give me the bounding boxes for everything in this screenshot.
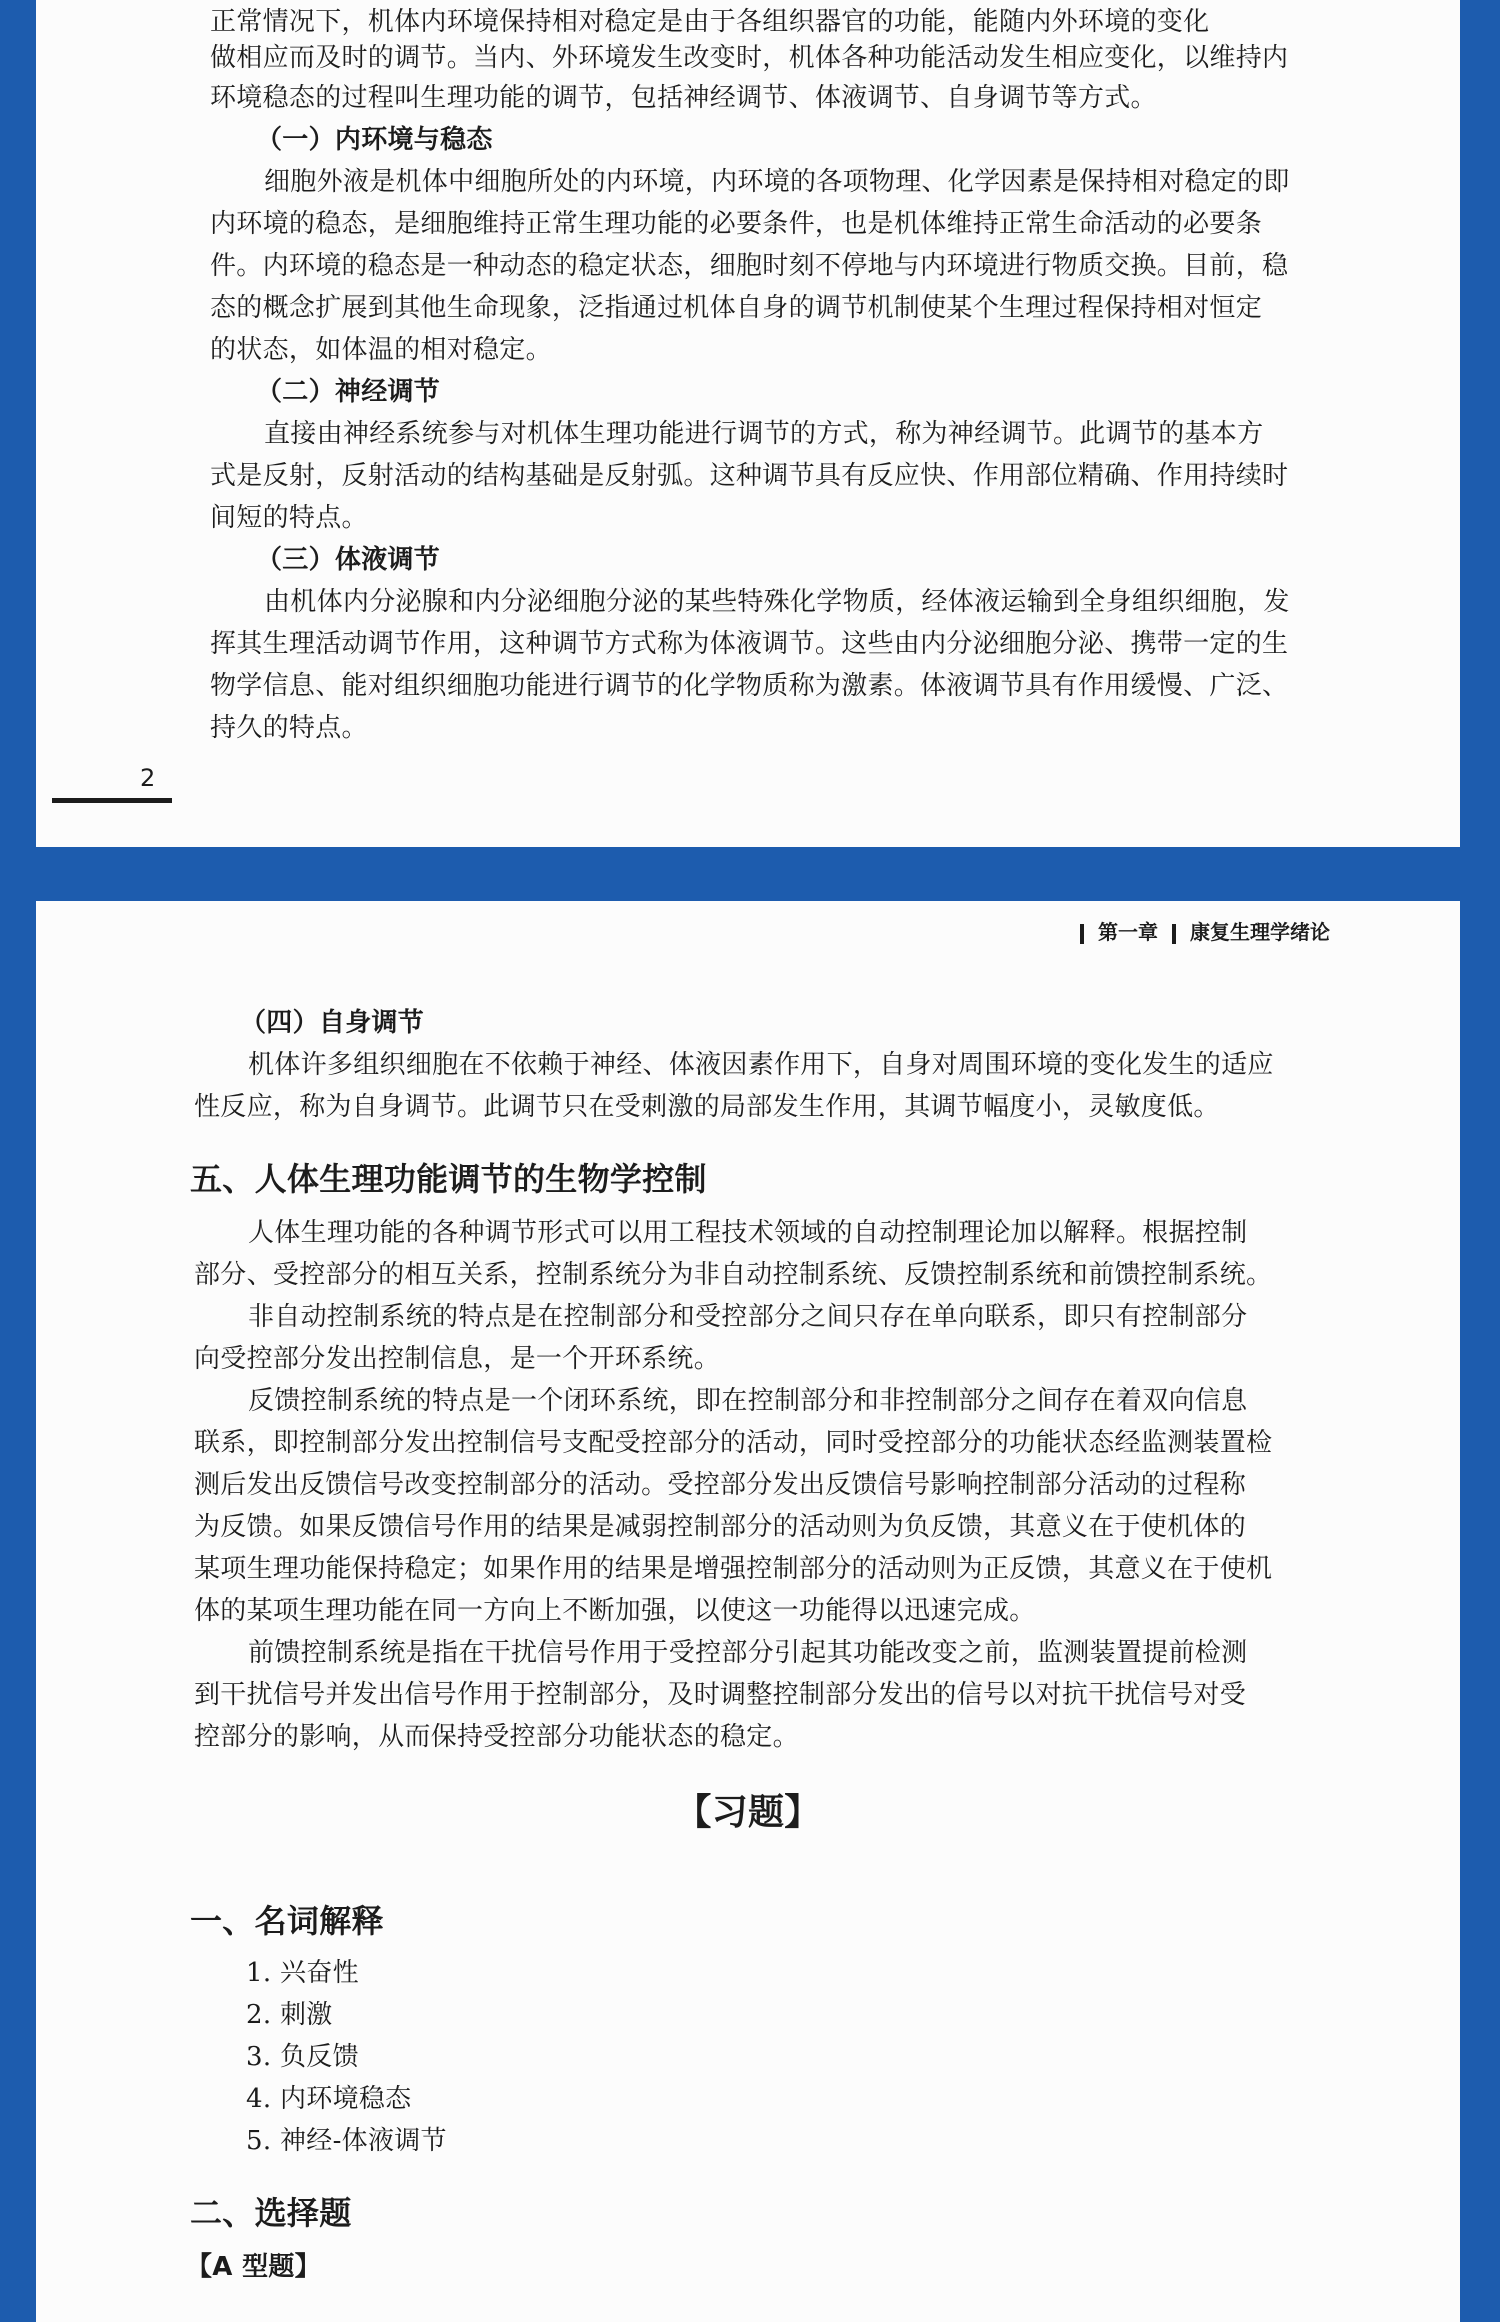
exercise-section-title: 二、选择题 [190, 2194, 352, 2232]
header-chapter: 第一章 [1098, 920, 1158, 944]
text-line: 的状态，如体温的相对稳定。 [210, 335, 552, 365]
list-item: 1. 兴奋性 [246, 1958, 359, 1988]
text-line: 部分、受控部分的相互关系，控制系统分为非自动控制系统、反馈控制系统和前馈控制系统。 [194, 1260, 1273, 1290]
text-line: 物学信息、能对组织细胞功能进行调节的化学物质称为激素。体液调节具有作用缓慢、广泛、 [210, 671, 1289, 701]
text-line: 件。内环境的稳态是一种动态的稳定状态，细胞时刻不停地与内环境进行物质交换。目前，稳 [210, 251, 1289, 281]
text-line: 式是反射，反射活动的结构基础是反射弧。这种调节具有反应快、作用部位精确、作用持续时 [210, 461, 1289, 491]
header-divider [1080, 924, 1084, 944]
text-line: 正常情况下，机体内环境保持相对稳定是由于各组织器官的功能，能随内外环境的变化 [210, 7, 1210, 37]
text-line: 控部分的影响，从而保持受控部分功能状态的稳定。 [194, 1722, 799, 1752]
exercises-title: 【习题】 [675, 1792, 821, 1833]
list-item: 5. 神经-体液调节 [246, 2126, 447, 2156]
page-number: 2 [140, 764, 156, 792]
text-line: 反馈控制系统的特点是一个闭环系统，即在控制部分和非控制部分之间存在着双向信息 [248, 1386, 1248, 1416]
text-line: 为反馈。如果反馈信号作用的结果是减弱控制部分的活动则为负反馈，其意义在于使机体的 [194, 1512, 1247, 1542]
page-number-rule [52, 798, 172, 803]
text-line: 到干扰信号并发出信号作用于控制部分，及时调整控制部分发出的信号以对抗干扰信号对受 [194, 1680, 1247, 1710]
text-line: 性反应，称为自身调节。此调节只在受刺激的局部发生作用，其调节幅度小，灵敏度低。 [194, 1092, 1220, 1122]
text-line: 体的某项生理功能在同一方向上不断加强，以使这一功能得以迅速完成。 [194, 1596, 1036, 1626]
section-heading: （一）内环境与稳态 [256, 125, 493, 155]
text-line: 前馈控制系统是指在干扰信号作用于受控部分引起其功能改变之前，监测装置提前检测 [248, 1638, 1248, 1668]
text-line: 机体许多组织细胞在不依赖于神经、体液因素作用下，自身对周围环境的变化发生的适应 [248, 1050, 1274, 1080]
list-item: 4. 内环境稳态 [246, 2084, 412, 2114]
text-line: 挥其生理活动调节作用，这种调节方式称为体液调节。这些由内分泌细胞分泌、携带一定的生 [210, 629, 1289, 659]
list-item: 2. 刺激 [246, 2000, 333, 2030]
text-line: 向受控部分发出控制信息，是一个开环系统。 [194, 1344, 721, 1374]
section-heading: （三）体液调节 [256, 545, 441, 575]
header-chapter-title: 康复生理学绪论 [1190, 920, 1330, 944]
text-line: 某项生理功能保持稳定；如果作用的结果是增强控制部分的活动则为正反馈，其意义在于使机 [194, 1554, 1273, 1584]
text-line: 测后发出反馈信号改变控制部分的活动。受控部分发出反馈信号影响控制部分活动的过程称 [194, 1470, 1247, 1500]
text-line: 人体生理功能的各种调节形式可以用工程技术领域的自动控制理论加以解释。根据控制 [248, 1218, 1248, 1248]
document-page-3 [36, 901, 1460, 2322]
section-heading: （二）神经调节 [256, 377, 441, 407]
running-header [1066, 917, 1330, 947]
section-heading: （四）自身调节 [240, 1008, 425, 1038]
chapter-section-title: 五、人体生理功能调节的生物学控制 [190, 1160, 707, 1198]
question-type-label: 【A 型题】 [186, 2252, 321, 2282]
text-line: 环境稳态的过程叫生理功能的调节，包括神经调节、体液调节、自身调节等方式。 [210, 83, 1157, 113]
document-page-2 [36, 0, 1460, 847]
text-line: 由机体内分泌腺和内分泌细胞分泌的某些特殊化学物质，经体液运输到全身组织细胞，发 [264, 587, 1290, 617]
text-line: 联系，即控制部分发出控制信号支配受控部分的活动，同时受控部分的功能状态经监测装置检 [194, 1428, 1273, 1458]
text-line: 做相应而及时的调节。当内、外环境发生改变时，机体各种功能活动发生相应变化，以维持内 [210, 43, 1289, 73]
header-divider [1172, 924, 1176, 944]
text-line: 内环境的稳态，是细胞维持正常生理功能的必要条件，也是机体维持正常生命活动的必要条 [210, 209, 1263, 239]
text-line: 细胞外液是机体中细胞所处的内环境，内环境的各项物理、化学因素是保持相对稳定的即 [264, 167, 1290, 197]
text-line: 直接由神经系统参与对机体生理功能进行调节的方式，称为神经调节。此调节的基本方 [264, 419, 1264, 449]
exercise-section-title: 一、名词解释 [190, 1902, 384, 1940]
list-item: 3. 负反馈 [246, 2042, 359, 2072]
text-line: 非自动控制系统的特点是在控制部分和受控部分之间只存在单向联系，即只有控制部分 [248, 1302, 1248, 1332]
text-line: 持久的特点。 [210, 713, 368, 743]
text-line: 间短的特点。 [210, 503, 368, 533]
text-line: 态的概念扩展到其他生命现象，泛指通过机体自身的调节机制使某个生理过程保持相对恒定 [210, 293, 1263, 323]
